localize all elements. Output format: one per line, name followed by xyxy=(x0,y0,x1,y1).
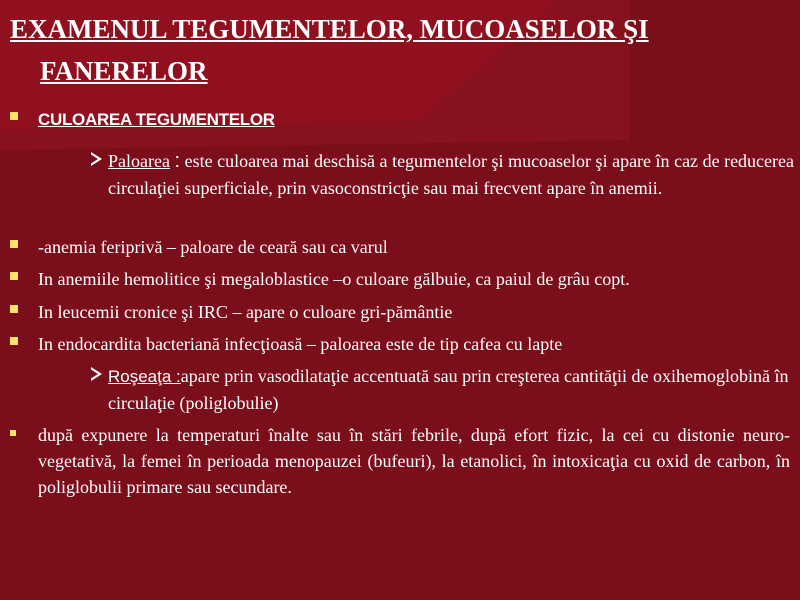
bullet-square xyxy=(10,112,18,120)
bullet-item-last: după expunere la temperaturi înalte sau în stări febrile, după efort fizic, la cei cu distonie neuro-vegetativă, la femei în perioada menopauzei (bufeuri), la etanolici, în intoxicaţia cu oxid de carbon, în poliglobulii primare sau secundare. xyxy=(38,425,790,497)
bullet-square xyxy=(10,240,18,248)
roseata-text: apare prin vasodilataţie accentuată sau prin creşterea cantităţii de oxihemoglobină în circulaţie (poliglobulie) xyxy=(108,366,789,413)
arrow-bullet-icon xyxy=(88,365,106,383)
roseata-term: Roşeaţa : xyxy=(108,367,181,386)
paloarea-term: Paloarea xyxy=(108,151,170,171)
section-heading: CULOAREA TEGUMENTELOR xyxy=(38,110,275,129)
title-line-1: EXAMENUL TEGUMENTELOR, MUCOASELOR ŞI xyxy=(10,14,649,44)
bullet-square xyxy=(10,305,18,313)
bullet-item-3: In leucemii cronice şi IRC – apare o culoare gri-pământie xyxy=(38,302,453,322)
arrow-bullet-icon xyxy=(88,150,106,168)
bullet-square xyxy=(10,272,18,280)
bullet-square-small xyxy=(10,430,16,436)
paloarea-colon: : xyxy=(174,150,181,172)
roseata-paragraph xyxy=(108,363,794,417)
paloarea-text: este culoarea mai deschisă a tegumentelor şi mucoaselor şi apare în caz de reducerea circulaţiei superficiale, prin vasoconstricţie sau mai frecvent apare în anemii. xyxy=(108,151,795,198)
bullet-square xyxy=(10,337,18,345)
bullet-item-4: In endocardita bacteriană infecţioasă – paloarea este de tip cafea cu lapte xyxy=(38,334,563,354)
slide-title xyxy=(10,8,790,92)
paloarea-paragraph xyxy=(108,148,794,202)
title-line-2: FANERELOR xyxy=(40,56,208,86)
bullet-item-2: In anemiile hemolitice şi megaloblastice –o culoare gălbuie, ca paiul de grâu copt. xyxy=(38,269,630,289)
bullet-item-1: -anemia feriprivă – paloare de ceară sau ca varul xyxy=(38,237,388,257)
